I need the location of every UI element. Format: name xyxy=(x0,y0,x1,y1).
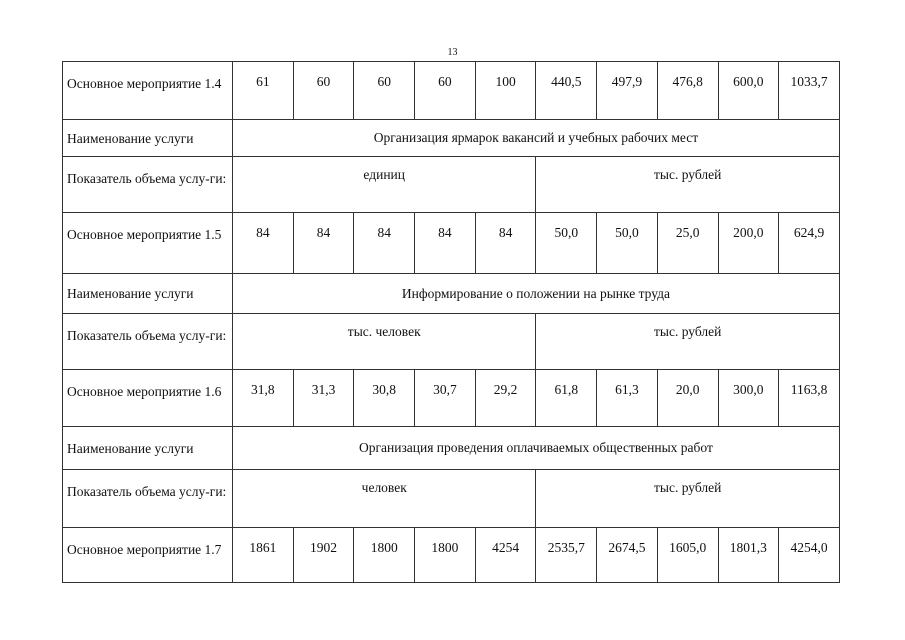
value-cell: 600,0 xyxy=(718,62,779,120)
cost-unit: тыс. рублей xyxy=(536,470,839,528)
value-cell: 50,0 xyxy=(597,213,658,274)
row-label: Показатель объема услу-ги: xyxy=(63,314,233,370)
value-cell: 31,3 xyxy=(293,370,354,427)
cost-unit: тыс. рублей xyxy=(536,157,839,213)
table-row-unit xyxy=(63,314,840,370)
value-cell: 50,0 xyxy=(536,213,597,274)
row-label: Показатель объема услу-ги: xyxy=(63,470,233,528)
value-cell: 1605,0 xyxy=(657,528,718,583)
value-cell: 84 xyxy=(415,213,476,274)
value-cell: 61 xyxy=(233,62,294,120)
table-row-data xyxy=(63,62,840,120)
row-label: Основное мероприятие 1.7 xyxy=(63,528,233,583)
table-row-name xyxy=(63,120,840,157)
value-cell: 2535,7 xyxy=(536,528,597,583)
table-row-name xyxy=(63,427,840,470)
cost-unit: тыс. рублей xyxy=(536,314,839,370)
row-label: Основное мероприятие 1.6 xyxy=(63,370,233,427)
volume-unit: единиц xyxy=(233,157,536,213)
volume-unit: тыс. человек xyxy=(233,314,536,370)
row-label: Наименование услуги xyxy=(63,120,233,157)
value-cell: 84 xyxy=(293,213,354,274)
value-cell: 20,0 xyxy=(657,370,718,427)
value-cell: 300,0 xyxy=(718,370,779,427)
value-cell: 29,2 xyxy=(475,370,536,427)
value-cell: 1861 xyxy=(233,528,294,583)
value-cell: 31,8 xyxy=(233,370,294,427)
row-label: Наименование услуги xyxy=(63,274,233,314)
value-cell: 1033,7 xyxy=(779,62,840,120)
table-row-unit xyxy=(63,157,840,213)
value-cell: 25,0 xyxy=(657,213,718,274)
services-table xyxy=(62,61,840,583)
value-cell: 4254,0 xyxy=(779,528,840,583)
value-cell: 84 xyxy=(475,213,536,274)
value-cell: 60 xyxy=(354,62,415,120)
table-row-data xyxy=(63,370,840,427)
value-cell: 200,0 xyxy=(718,213,779,274)
service-name: Организация проведения оплачиваемых общественных работ xyxy=(233,427,840,470)
value-cell: 1163,8 xyxy=(779,370,840,427)
value-cell: 440,5 xyxy=(536,62,597,120)
value-cell: 624,9 xyxy=(779,213,840,274)
value-cell: 60 xyxy=(415,62,476,120)
value-cell: 30,7 xyxy=(415,370,476,427)
value-cell: 1801,3 xyxy=(718,528,779,583)
table-row-unit xyxy=(63,470,840,528)
value-cell: 61,3 xyxy=(597,370,658,427)
value-cell: 60 xyxy=(293,62,354,120)
value-cell: 4254 xyxy=(475,528,536,583)
table-row-data xyxy=(63,213,840,274)
value-cell: 476,8 xyxy=(657,62,718,120)
value-cell: 1800 xyxy=(354,528,415,583)
table-row-name xyxy=(63,274,840,314)
volume-unit: человек xyxy=(233,470,536,528)
value-cell: 61,8 xyxy=(536,370,597,427)
row-label: Основное мероприятие 1.4 xyxy=(63,62,233,120)
table-row-data xyxy=(63,528,840,583)
row-label: Основное мероприятие 1.5 xyxy=(63,213,233,274)
value-cell: 100 xyxy=(475,62,536,120)
page-number: 13 xyxy=(447,47,458,58)
service-name: Организация ярмарок вакансий и учебных рабочих мест xyxy=(233,120,840,157)
service-name: Информирование о положении на рынке труда xyxy=(233,274,840,314)
value-cell: 497,9 xyxy=(597,62,658,120)
value-cell: 84 xyxy=(354,213,415,274)
row-label: Показатель объема услу-ги: xyxy=(63,157,233,213)
value-cell: 1902 xyxy=(293,528,354,583)
value-cell: 1800 xyxy=(415,528,476,583)
value-cell: 30,8 xyxy=(354,370,415,427)
row-label: Наименование услуги xyxy=(63,427,233,470)
value-cell: 84 xyxy=(233,213,294,274)
value-cell: 2674,5 xyxy=(597,528,658,583)
